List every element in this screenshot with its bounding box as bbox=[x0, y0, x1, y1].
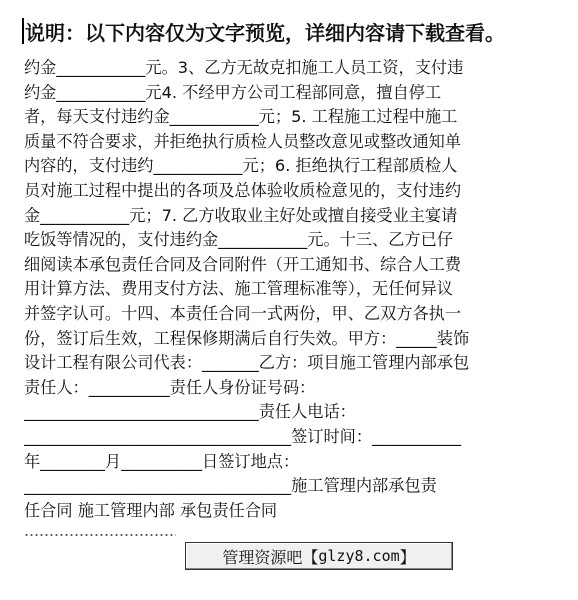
document-line: 质量不符合要求，并拒绝执行质检人员整改意见或整改通知单 bbox=[24, 131, 462, 151]
document-line: _________________________________签订时间：___________ bbox=[24, 426, 462, 446]
document-line: 约金___________元。3、乙方无故克扣施工人员工资，支付违 bbox=[24, 58, 464, 77]
document-line: 者，每天支付违约金___________元；5. 工程施工过程中施工 bbox=[24, 107, 458, 127]
document-line: 约金___________元4. 不经甲方公司工程部同意，擅自停工 bbox=[24, 82, 442, 102]
document-line: 内容的，支付违约___________元；6. 拒绝执行工程部质检人 bbox=[24, 156, 458, 176]
document-line: _________________________________施工管理内部承包责 bbox=[24, 476, 437, 496]
document-line: 年________月__________日签订地点： bbox=[24, 451, 300, 471]
link-label-prefix: 管理资源吧【 bbox=[222, 547, 319, 567]
document-line: 并签字认可。十四、本责任合同一式两份，甲、乙双方各执一 bbox=[24, 303, 462, 323]
link-label-domain: glzy8.com bbox=[318, 547, 400, 565]
document-line: 份，签订后生效，工程保修期满后自行失效。甲方：_____装饰 bbox=[24, 328, 470, 348]
source-site-link[interactable] bbox=[185, 542, 453, 570]
notice-text: 说明：以下内容仅为文字预览，详细内容请下载查看。 bbox=[25, 20, 505, 45]
document-line: 用计算方法、费用支付方法、施工管理标准等），无任何异议 bbox=[24, 279, 453, 299]
document-line: 员对施工过程中提出的各项及总体验收质检意见的，支付违约 bbox=[24, 180, 462, 200]
dotted-separator bbox=[24, 532, 176, 538]
document-line: 责任人：__________责任人身份证号码： bbox=[24, 377, 316, 397]
document-line: 任合同 施工管理内部 承包责任合同 bbox=[24, 500, 278, 520]
document-line: _____________________________责任人电话： bbox=[24, 402, 356, 422]
link-label-suffix: 】 bbox=[399, 547, 416, 567]
notice-header bbox=[22, 14, 505, 48]
document-line: 金___________元；7. 乙方收取业主好处或擅自接受业主宴请 bbox=[24, 205, 458, 225]
document-line: 设计工程有限公司代表：_______乙方：项目施工管理内部承包 bbox=[24, 353, 470, 373]
text-cursor bbox=[22, 18, 24, 44]
document-line: 吃饭等情况的，支付违约金___________元。十三、乙方已仔 bbox=[24, 230, 453, 250]
document-body bbox=[24, 56, 554, 523]
document-line: 细阅读本承包责任合同及合同附件（开工通知书、综合人工费 bbox=[24, 254, 462, 274]
